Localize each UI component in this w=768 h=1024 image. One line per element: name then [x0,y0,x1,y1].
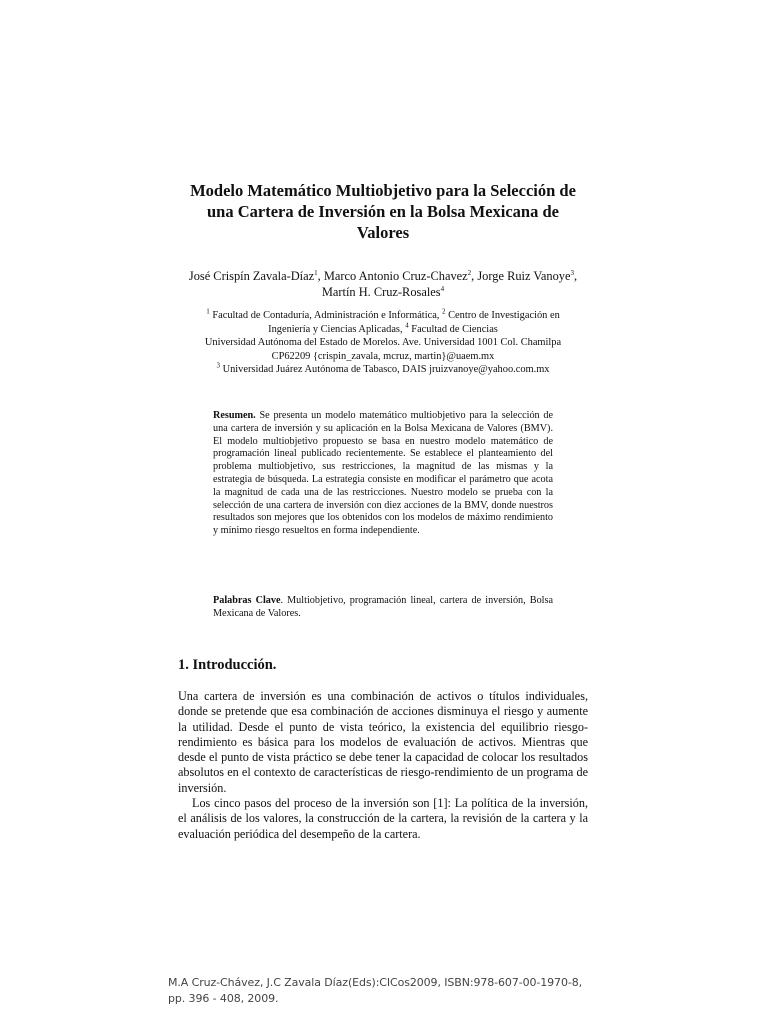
abstract-text: Se presenta un modelo matemático multiobjetivo para la selección de una cartera de inversión y su aplicación en la Bolsa Mexicana de Valores (BMV). El modelo multiobjetivo propuesto se basa en nuestro modelo matemático de programación lineal publicado recientemente. Se establece el planteamiento del problema multiobjetivo, sus restricciones, la magnitud de las mismas y la estrategia de búsqueda. La estrategia consiste en modificar el parámetro que acota la magnitud de cada una de las restricciones. Nuestro modelo se prueba con la selección de una cartera de inversión con diez acciones de la BMV, donde nuestros resultados son mejores que los obtenidos con los modelos de máximo rendimiento y mínimo riesgo resueltos en forma independiente. [213,410,553,537]
affiliation-mark: 1 [206,307,210,316]
affiliation-line [178,323,588,337]
affiliation-mark: 4 [405,321,409,330]
author-affiliation-mark: 1 [314,268,318,277]
abstract-label: Resumen. [213,410,256,421]
affiliation-line: Universidad Autónoma del Estado de Morelos. Ave. Universidad 1001 Col. Chamilpa [204,337,562,348]
paragraph: Los cinco pasos del proceso de la inversión son [1]: La política de la inversión, el análisis de los valores, la construcción de la cartera, la revisión de la cartera y la evaluación periódica del desempeño de la cartera. [178,796,588,841]
paper-title [178,180,588,243]
author-list [178,268,588,300]
author-name: , Marco Antonio Cruz-Chavez [317,269,468,283]
affiliation-text: Ingeniería y Ciencias Aplicadas, [268,323,406,335]
keywords-label: Palabras Clave [213,595,281,606]
affiliations [178,309,588,377]
abstract [213,410,553,538]
author-name: José Crispín Zavala-Díaz [188,269,315,283]
author-affiliation-mark: 4 [440,284,445,293]
citation-footer [168,975,608,1007]
author-affiliation-mark: 3 [570,268,574,277]
affiliation-text: Universidad Juárez Autónoma de Tabasco, DAIS jruizvanoye@yahoo.com.mx [219,364,550,375]
paragraph: Una cartera de inversión es una combinación de activos o títulos individuales, donde se pretende que esa combinación de acciones disminuya el riesgo y aumente la utilidad. Desde el punto de vista teórico, la existencia del equilibrio riesgo-rendimiento es básica para los modelos de evaluación de activos. Mientras que desde el punto de vista práctico se debe tener la capacidad de colocar los resultados absolutos en el contexto de características de riesgo-rendimiento de un programa de inversión. [178,689,588,795]
author-line [178,268,588,284]
affiliation-line [178,363,588,377]
affiliation-mark: 3 [216,361,220,370]
affiliation-text: Centro de Investigación en [445,310,560,321]
affiliation-line [178,309,588,323]
author-name: Martín H. Cruz-Rosales [321,285,441,299]
author-line [178,284,588,300]
author-affiliation-mark: 2 [467,268,472,277]
footer-line: pp. 396 - 408, 2009. [168,992,279,1005]
affiliation-text: Facultad de Contaduría, Administración e Informática, [209,310,442,321]
keywords-text: . Multiobjetivo, programación lineal, cartera de inversión, Bolsa Mexicana de Valores. [213,595,553,619]
title-line: Valores [356,223,410,242]
footer-line: M.A Cruz-Chávez, J.C Zavala Díaz(Eds):CICos2009, ISBN:978-607-00-1970-8, [168,976,583,989]
keywords [213,595,553,621]
affiliation-mark: 2 [442,307,446,316]
author-separator: , [574,269,578,283]
author-name: , Jorge Ruiz Vanoye [471,269,571,283]
affiliation-text: Facultad de Ciencias [408,323,498,335]
section-heading: 1. Introducción. [178,657,277,673]
body-text [178,689,588,842]
title-line: una Cartera de Inversión en la Bolsa Mexicana de [207,202,559,221]
affiliation-line: CP62209 {crispin_zavala, mcruz, martin}@uaem.mx [271,350,495,362]
title-line: Modelo Matemático Multiobjetivo para la Selección de [190,181,576,200]
